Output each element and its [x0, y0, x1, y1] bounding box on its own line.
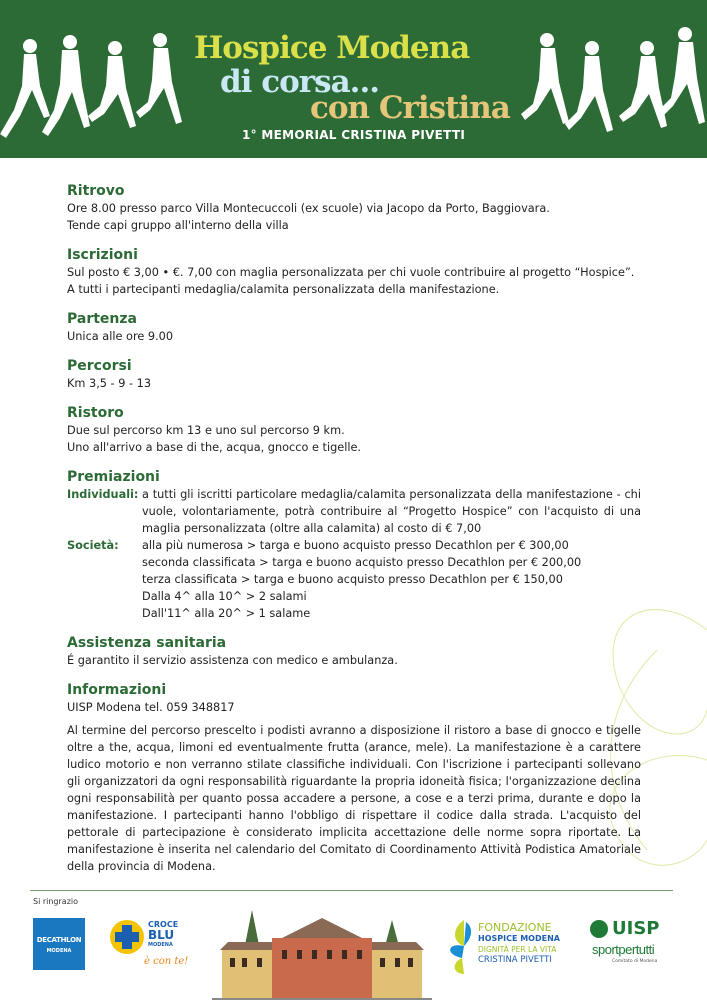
uisp-text: UISP — [612, 918, 660, 939]
heading-ritrovo: Ritrovo — [67, 183, 125, 199]
fondazione-flower-icon — [444, 918, 474, 976]
societa-line: terza classificata > targa e buono acquisto presso Decathlon per € 150,00 — [142, 573, 563, 586]
decathlon-logo — [33, 918, 85, 970]
individuali-text: a tutti gli iscritti particolare medaglia/calamita personalizzata della manifestazione - chi vuole, volontariamente, potrà contribuire al “Progetto Hospice” con l'acquisto di una maglia personalizzata (oltre alla calamita) al costo di € 7,00 — [142, 488, 641, 535]
decathlon-logo-text: DECATHLON — [36, 936, 82, 944]
ristoro-line: Uno all'arrivo a base di the, acqua, gnocco e tigelle. — [67, 441, 362, 454]
title-line-3: con Cristina — [310, 90, 510, 126]
fondazione-hospice-logo — [444, 918, 574, 976]
heading-informazioni: Informazioni — [67, 682, 167, 698]
ritrovo-line: Ore 8.00 presso parco Villa Montecuccoli (ex scuole) via Jacopo da Porto, Baggiovara. — [67, 202, 550, 215]
uisp-emblem-icon — [590, 920, 608, 938]
main-content — [67, 182, 641, 875]
uisp-logo — [590, 920, 680, 970]
runners-left-icon — [0, 26, 190, 156]
assistenza-line: É garantito il servizio assistenza con medico e ambulanza. — [67, 654, 398, 667]
cristina-pivetti-text: CRISTINA PIVETTI — [478, 955, 552, 965]
heading-iscrizioni: Iscrizioni — [67, 247, 138, 263]
ritrovo-line: Tende capi gruppo all'interno della villa — [67, 219, 289, 232]
informazioni-paragraph: Al termine del percorso prescelto i podisti avranno a disposizione il ristoro a base di gnocco e tigelle oltre a the, acqua, limoni ed eventualmente frutta (arance, mele). La manifestazione è a carattere ludico motorio e non verranno stilate classifiche individuali. Con l'iscrizione i partecipanti sollevano gli organizzatori da ogni responsabilità riguardante la propria idoneità fisica; l'organizzazione declina ogni responsabilità per quanto possa accadere a persone, a cose e a terzi prima, durante e dopo la manifestazione. I partecipanti hanno l'obbligo di rispettare il codice dalla strada. L'acquisto del pettorale di partecipazione è considerato implicita accettazione delle norme sopra riportate. La manifestazione è inserita nel calendario del Comitato di Coordinamento Attività Podistica Amatoriale della provincia di Modena. — [67, 724, 641, 873]
partenza-line: Unica alle ore 9.00 — [67, 330, 174, 343]
villa-illustration — [212, 910, 432, 1000]
blu-text: BLU — [148, 928, 175, 942]
croce-blu-slogan: è con te! — [144, 956, 189, 967]
subtitle: 1° MEMORIAL CRISTINA PIVETTI — [242, 128, 466, 142]
fondazione-text: FONDAZIONE — [478, 921, 552, 934]
informazioni-line: UISP Modena tel. 059 348817 — [67, 701, 235, 714]
percorsi-line: Km 3,5 - 9 - 13 — [67, 377, 152, 390]
footer-divider — [30, 890, 673, 891]
premiazioni-societa — [67, 537, 641, 622]
societa-line: Dall'11^ alla 20^ > 1 salame — [142, 607, 311, 620]
individuali-label: Individuali: — [67, 488, 139, 501]
ristoro-line: Due sul percorso km 13 e uno sul percorso 9 km. — [67, 424, 345, 437]
header-banner — [0, 0, 707, 158]
societa-line: alla più numerosa > targa e buono acquisto presso Decathlon per € 300,00 — [142, 539, 569, 552]
sportpertutti-text: sportpertutti — [592, 942, 655, 957]
societa-label: Società: — [67, 539, 119, 552]
societa-line: seconda classificata > targa e buono acquisto presso Decathlon per € 200,00 — [142, 556, 582, 569]
hospice-modena-text: HOSPICE MODENA — [478, 934, 560, 943]
heading-premiazioni: Premiazioni — [67, 469, 160, 485]
societa-line: Dalla 4^ alla 10^ > 2 salami — [142, 590, 307, 603]
heading-assistenza: Assistenza sanitaria — [67, 635, 227, 651]
croce-blu-cross-icon — [110, 920, 144, 954]
title-line-2: di corsa... — [220, 64, 380, 100]
heading-percorsi: Percorsi — [67, 358, 132, 374]
dignita-text: DIGNITÀ PER LA VITA — [478, 945, 557, 954]
decathlon-logo-subtext: MODENA — [46, 948, 72, 954]
premiazioni-individuali — [67, 486, 641, 537]
iscrizioni-line: Sul posto € 3,00 • €. 7,00 con maglia personalizzata per chi vuole contribuire al progetto “Hospice”. — [67, 266, 635, 279]
heading-partenza: Partenza — [67, 311, 137, 327]
iscrizioni-line: A tutti i partecipanti medaglia/calamita personalizzata della manifestazione. — [67, 283, 500, 296]
heading-ristoro: Ristoro — [67, 405, 124, 421]
thanks-label: Si ringrazio — [33, 897, 79, 906]
croce-text: CROCE — [148, 920, 179, 929]
title-line-1: Hospice Modena — [194, 30, 470, 66]
runners-right-icon — [517, 26, 707, 156]
modena-text: MODENA — [148, 942, 173, 948]
croce-blu-logo — [110, 918, 190, 974]
comitato-text: Comitato di Modena — [612, 959, 658, 964]
